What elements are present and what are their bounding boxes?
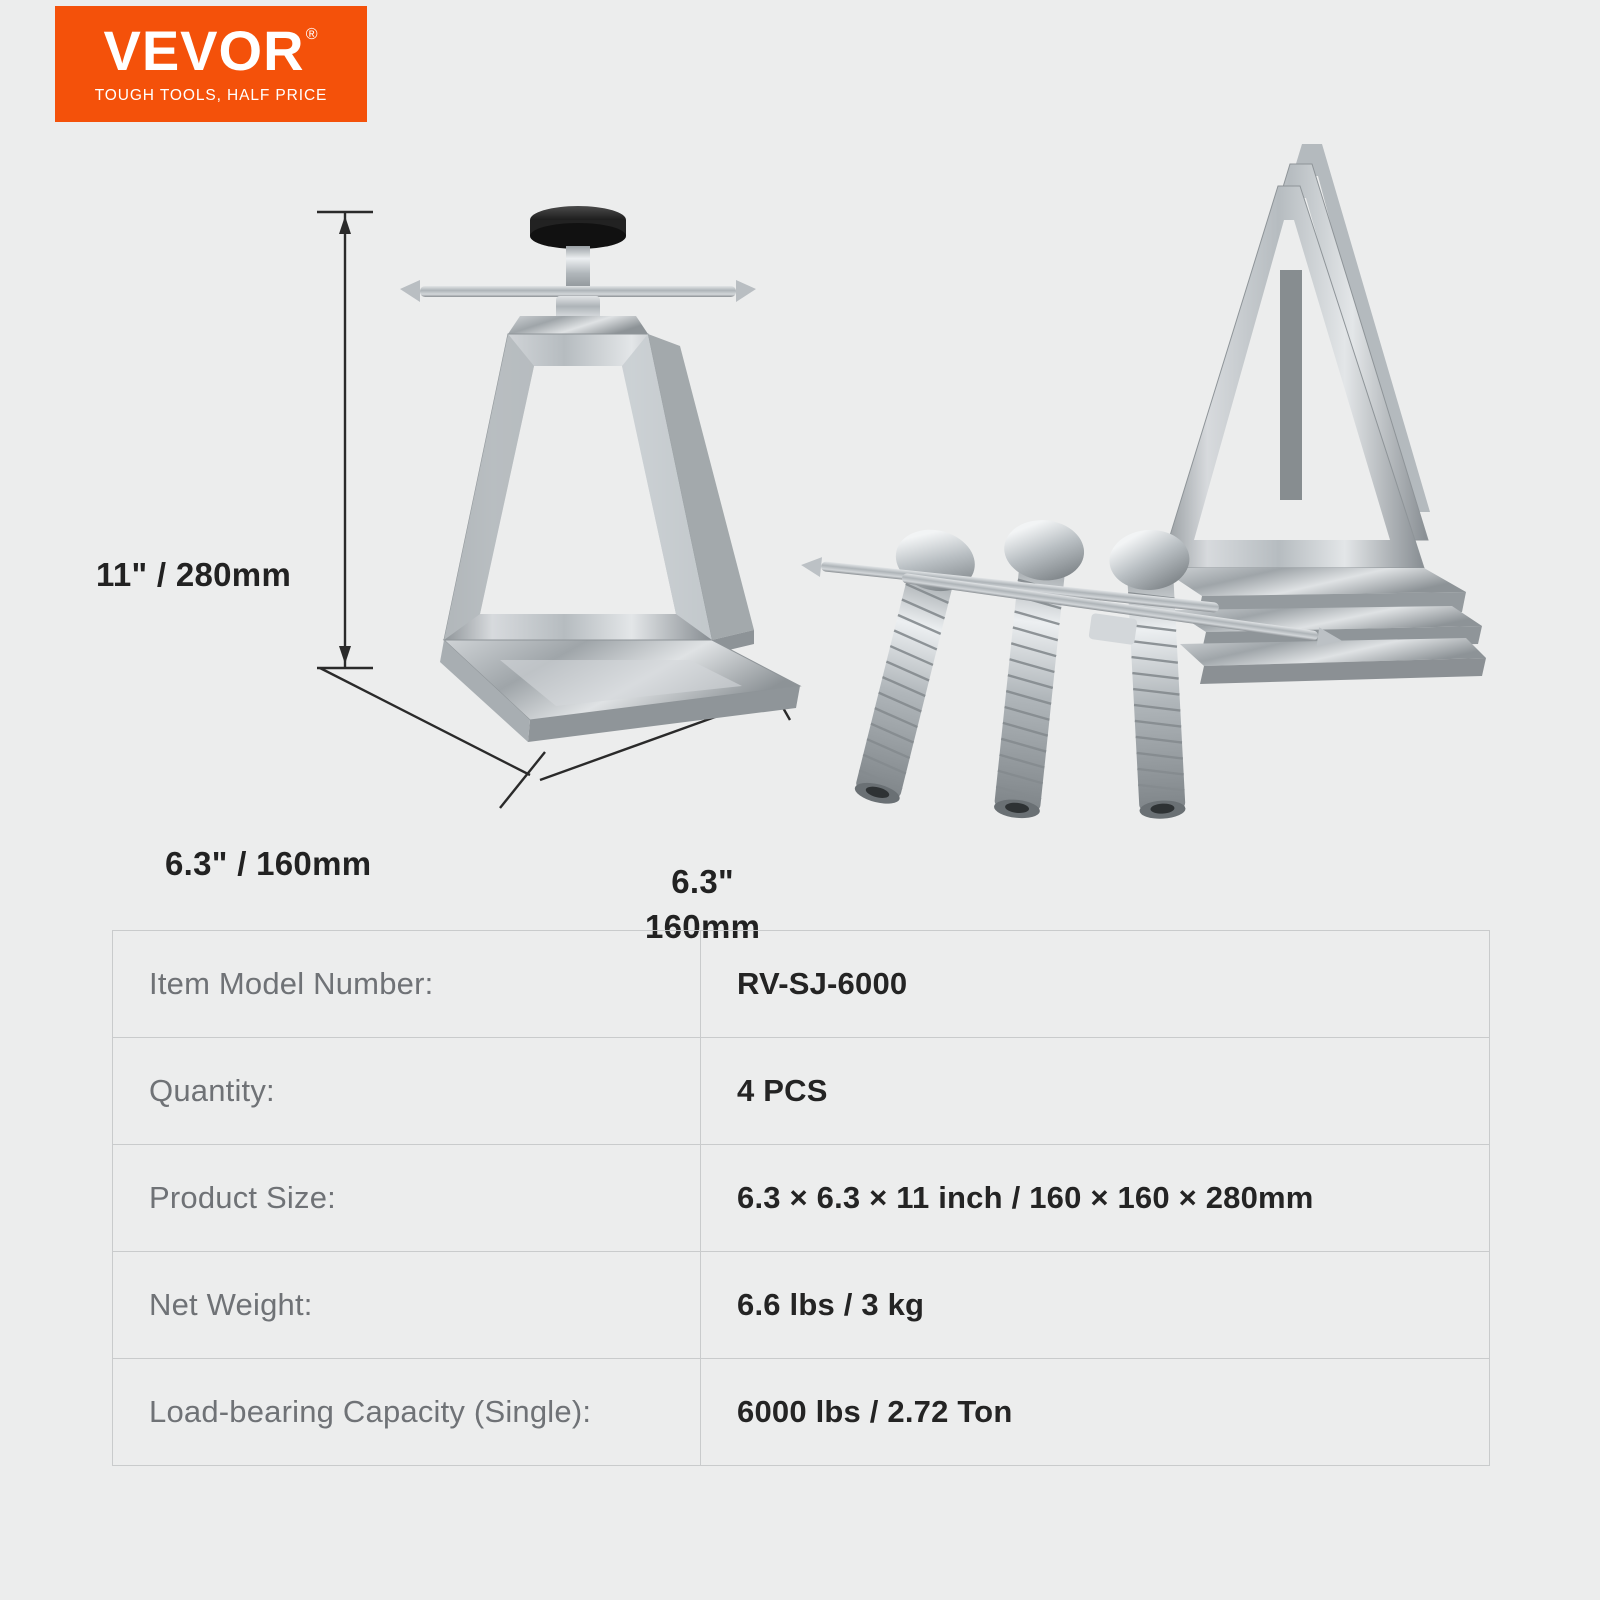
dimension-depth-label: 6.3" / 160mm: [165, 845, 372, 882]
table-row: [113, 1359, 1489, 1466]
spec-value-model-number: RV-SJ-6000: [737, 966, 908, 1001]
spec-value-net-weight: 6.6 lbs / 3 kg: [737, 1287, 925, 1322]
table-row: [113, 1252, 1489, 1359]
spec-key-load-capacity: Load-bearing Capacity (Single):: [113, 1359, 701, 1465]
table-row: [113, 1145, 1489, 1252]
brand-name-text: VEVOR: [103, 19, 305, 82]
brand-tagline: TOUGH TOOLS, HALF PRICE: [94, 87, 328, 104]
dimension-width-mm: 160mm: [645, 907, 761, 945]
brand-name: [103, 19, 319, 82]
table-row: [113, 931, 1489, 1038]
spec-value-quantity: 4 PCS: [737, 1073, 828, 1108]
spec-key-product-size: Product Size:: [113, 1145, 701, 1251]
spec-key-model-number: Item Model Number:: [113, 931, 701, 1037]
registered-trademark-icon: ®: [305, 26, 319, 43]
specification-table: [112, 930, 1490, 1466]
spec-key-quantity: Quantity:: [113, 1038, 701, 1144]
spec-value-load-capacity: 6000 lbs / 2.72 Ton: [737, 1394, 1013, 1429]
spec-value-product-size: 6.3 × 6.3 × 11 inch / 160 × 160 × 280mm: [737, 1180, 1314, 1215]
spec-key-net-weight: Net Weight:: [113, 1252, 701, 1358]
brand-logo: [55, 6, 367, 122]
dimension-height-label: 11" / 280mm: [96, 556, 292, 593]
table-row: [113, 1038, 1489, 1145]
main-stand-graphic: [400, 206, 800, 742]
product-illustration: [0, 120, 1600, 945]
product-diagram-svg: [0, 120, 1600, 900]
dimension-width-inch: 6.3": [671, 863, 734, 900]
